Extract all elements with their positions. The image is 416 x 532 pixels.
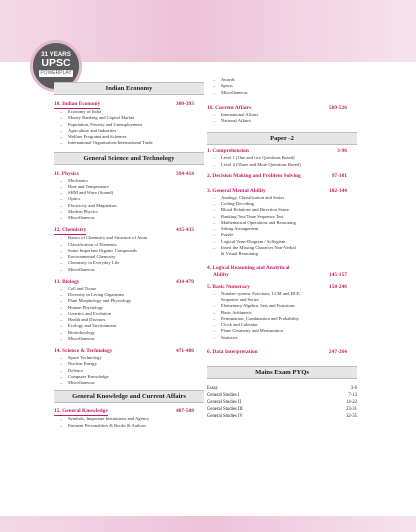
- toc-subitem: – Population, Poverty and Unemployment: [60, 121, 143, 127]
- toc-entry-decision-making[interactable]: 2. Decision Making and Problem Solving 97-101: [207, 172, 347, 179]
- toc-subitem: – Ranking Test/Time Sequence Test: [213, 213, 284, 219]
- toc-subitem: – Symbols, Important Institutions and Agency: [60, 416, 150, 422]
- toc-subitem: – Miscellaneous: [60, 266, 95, 272]
- toc-subitem: – Level 1 (One and two Questions Based): [213, 155, 295, 161]
- pyq-list: [207, 385, 357, 420]
- toc-subitem: – Insert the Missing Character Non-Verbal: [213, 244, 296, 250]
- toc-subitem: – National Affairs: [213, 118, 251, 123]
- section-general-science: General Science and Technology: [54, 152, 204, 165]
- toc-entry-general-knowledge[interactable]: 15. General Knowledge 487-508: [54, 408, 194, 415]
- toc-subitem: – Basic Arithmetic: [213, 309, 253, 315]
- toc-subitem: – Some Important Organic Compounds: [60, 247, 137, 253]
- toc-subitem: – Agriculture and Industries: [60, 127, 117, 133]
- badge-powerplay: POWERPLAY: [40, 70, 72, 76]
- toc-subitem: – Plant Morphology and Physiology: [60, 298, 132, 304]
- toc-subitem: – Analogy, Classification and Series: [213, 194, 285, 200]
- toc-subitem: – Number system, Fractions, LCM and HCF,: [213, 290, 301, 296]
- toc-entry-chemistry[interactable]: 12. Chemistry 415-433: [54, 227, 194, 234]
- toc-subitem: – Ecology and Environment: [60, 323, 117, 329]
- section-mains-pyqs: Mains Exam PYQs: [207, 366, 357, 379]
- toc-subitem: – Modern Physics: [60, 208, 98, 214]
- footer-band: [0, 516, 416, 532]
- toc-subitem: – International Organisation/International Trade: [60, 140, 153, 146]
- toc-subitem: – Basics of Chemistry and Structure of Atom: [60, 235, 148, 241]
- toc-subitem: – Nuclear Energy: [60, 361, 97, 367]
- toc-subitem: – SHM and Wave (Sound): [60, 190, 114, 195]
- toc-entry-basic-numeracy[interactable]: 5. Basic Numeracy 158-246: [207, 283, 347, 290]
- toc-subitem: – Level 2 (Three and More Questions Based): [213, 161, 301, 167]
- toc-subitem: – Miscellaneous: [60, 380, 95, 385]
- toc-subitem: – Chemistry in Everyday Life: [60, 260, 120, 266]
- pyq-row-gs4[interactable]: General Studies IV 32-35: [207, 413, 357, 419]
- right-column: [207, 77, 357, 420]
- toc-subitem: – Eminent Personalities & Books & Authors: [60, 422, 147, 428]
- toc-subitem: – Miscellaneous: [60, 335, 95, 341]
- toc-subitem: – Classification of Elements: [60, 241, 117, 247]
- toc-subitem: – Clock and Calendar: [213, 322, 258, 328]
- pyq-row-gs3[interactable]: General Studies III 23-31: [207, 406, 357, 412]
- toc-subitem: – Welfare Programs and Schemes: [60, 134, 127, 139]
- toc-subitem: – Heat and Temperature: [60, 183, 109, 189]
- toc-subitem: – Economy of India: [60, 109, 102, 114]
- toc-entry-indian-economy[interactable]: 10. Indian Economy 300-393: [54, 101, 194, 107]
- toc-subitem: – Electricity and Magnetism: [60, 202, 117, 208]
- pyq-row-gs1[interactable]: General Studies I 7-13: [207, 392, 357, 398]
- toc-subitem: – Diversity in Living Organisms: [60, 292, 125, 297]
- toc-subitem: – Miscellaneous: [60, 215, 95, 220]
- section-paper-2: Paper -2: [207, 132, 357, 145]
- badge-upsc: UPSC: [41, 57, 71, 69]
- toc-entry-physics[interactable]: 11. Physics 394-414: [54, 170, 194, 177]
- toc-subitem: – Statistics: [213, 334, 238, 340]
- toc-subitem: – Cell and Tissue: [60, 285, 97, 291]
- toc-subitem-continued: & Visual Reasoning: [221, 251, 258, 256]
- left-column: [54, 82, 204, 429]
- toc-subitem: – Sports: [213, 83, 233, 89]
- toc-entry-data-interpretation[interactable]: 6. Data Interpretation 247-264: [207, 348, 347, 355]
- toc-entry-science-technology[interactable]: 14. Science & Technology 471-486: [54, 348, 194, 354]
- toc-subitem: – Mathematical Operations and Reasoning: [213, 219, 296, 225]
- toc-subitem: – Mechanics: [60, 177, 88, 183]
- toc-subitem: – Coding-Decoding: [213, 201, 254, 206]
- toc-subitem: – Optics: [60, 196, 80, 202]
- toc-subitem: – Permutation, Combination and Probability: [213, 315, 300, 321]
- toc-subitem: – Plane Geometry and Mensuration: [213, 328, 283, 334]
- toc-subitem: – Awards: [213, 77, 235, 82]
- toc-entry-biology[interactable]: 13. Biology 434-470: [54, 278, 194, 285]
- toc-subitem: – Environmental Chemistry: [60, 254, 116, 259]
- toc-subitem: – Sitting Arrangement: [213, 226, 259, 231]
- toc-subitem: – Blood Relations and Direction Sense: [213, 207, 289, 213]
- pyq-row-gs2[interactable]: General Studies II 14-22: [207, 399, 357, 405]
- toc-entry-comprehension[interactable]: 1. Comprehension 3-96: [207, 148, 347, 155]
- toc-subitem: – Elementary Algebra, Sets and Functions: [213, 303, 295, 309]
- toc-subitem: – Puzzle: [213, 232, 234, 238]
- toc-entry-current-affairs[interactable]: 16. Current Affairs 509-526: [207, 104, 347, 111]
- toc-subitem: – Computer Knowledge: [60, 373, 109, 379]
- badge-years: 31 YEARS: [41, 51, 71, 58]
- toc-entry-logical-reasoning[interactable]: 4. Logical Reasoning and Analytical Ability 145-157: [207, 265, 347, 279]
- toc-subitem: – Logical Venn-Diagram / Syllogism: [213, 238, 286, 244]
- toc-subitem: – Money Banking and Capital Market: [60, 115, 135, 121]
- toc-subitem: – Defence: [60, 367, 84, 373]
- toc-subitem-continued: Sequence and Series: [221, 297, 259, 303]
- toc-entry-general-mental-ability[interactable]: 3. General Mental Ability 102-144: [207, 187, 347, 194]
- toc-subitem: – Biotechnology: [60, 329, 96, 335]
- toc-subitem: – Miscellaneous: [213, 89, 248, 95]
- section-indian-economy: Indian Economy: [54, 82, 204, 95]
- toc-subitem: – Space Technology: [60, 355, 102, 360]
- section-general-knowledge: General Knowledge and Current Affairs: [54, 390, 204, 403]
- toc-subitem: – Genetics and Evolution: [60, 310, 112, 316]
- toc-subitem: – Human Physiology: [60, 304, 104, 310]
- toc-subitem: – Health and Diseases: [60, 317, 106, 322]
- toc-subitem: – International Affairs: [213, 111, 259, 117]
- pyq-row-essay[interactable]: Essay 3-6: [207, 385, 357, 391]
